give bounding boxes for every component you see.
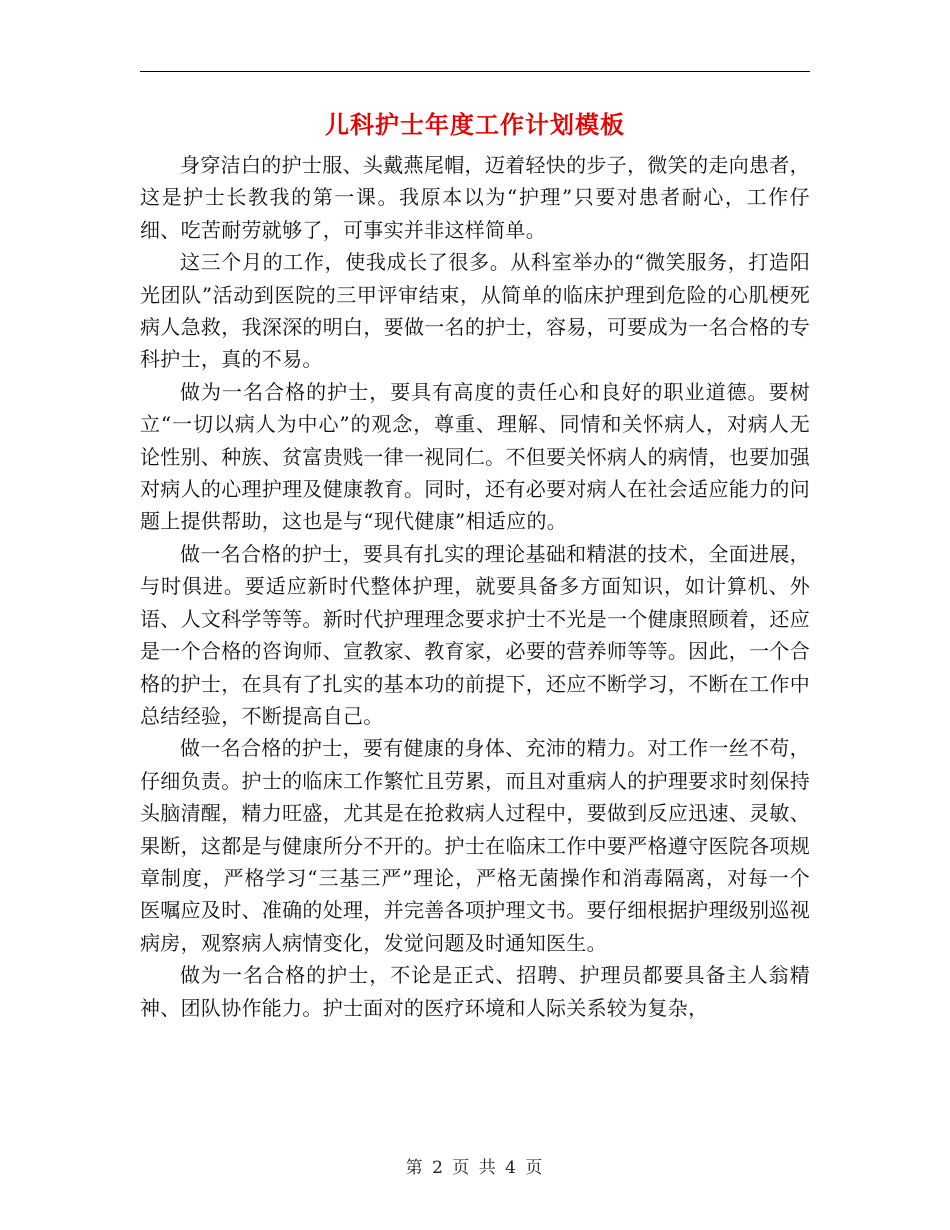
paragraph-1: 身穿洁白的护士服、头戴燕尾帽，迈着轻快的步子，微笑的走向患者，这是护士长教我的第一课。我原本以为“护理”只要对患者耐心，工作仔细、吃苦耐劳就够了，可事实并非这样简单。 xyxy=(140,153,810,242)
paragraph-4: 做一名合格的护士，要具有扎实的理论基础和精湛的技术，全面进展，与时俱进。要适应新时代整体护理，就要具备多方面知识，如计算机、外语、人文科学等等。新时代护理理念要求护士不光是一个健康照顾着，还应是一个合格的咨询师、宣教家、教育家，必要的营养师等等。因此，一个合格的护士，在具有了扎实的基本功的前提下，还应不断学习，不断在工作中总结经验，不断提高自己。 xyxy=(140,541,810,728)
document-body xyxy=(140,149,810,1024)
page-number-footer: 第 2 页 共 4 页 xyxy=(405,1158,545,1178)
paragraph-3: 做为一名合格的护士，要具有高度的责任心和良好的职业道德。要树立“一切以病人为中心”的观念，尊重、理解、同情和关怀病人，对病人无论性别、种族、贫富贵贱一律一视同仁。不但要关怀病人的病情，也要加强对病人的心理护理及健康教育。同时，还有必要对病人在社会适应能力的问题上提供帮助，这也是与“现代健康”相适应的。 xyxy=(140,379,810,534)
document-title: 儿科护士年度工作计划模板 xyxy=(325,110,625,139)
paragraph-6: 做为一名合格的护士，不论是正式、招聘、护理员都要具备主人翁精神、团队协作能力。护士面对的医疗环境和人际关系较为复杂， xyxy=(140,963,810,1020)
header-rule xyxy=(140,71,810,72)
paragraph-5: 做一名合格的护士，要有健康的身体、充沛的精力。对工作一丝不苟，仔细负责。护士的临床工作繁忙且劳累，而且对重病人的护理要求时刻保持头脑清醒，精力旺盛，尤其是在抢救病人过程中，要做到反应迅速、灵敏、果断，这都是与健康所分不开的。护士在临床工作中要严格遵守医院各项规章制度，严格学习“三基三严”理论，严格无菌操作和消毒隔离，对每一个医嘱应及时、准确的处理，并完善各项护理文书。要仔细根据护理级别巡视病房，观察病人病情变化，发觉问题及时通知医生。 xyxy=(140,736,810,955)
paragraph-2: 这三个月的工作，使我成长了很多。从科室举办的“微笑服务，打造阳光团队”活动到医院的三甲评审结束，从简单的临床护理到危险的心肌梗死病人急救，我深深的明白，要做一名的护士，容易，可要成为一名合格的专科护士，真的不易。 xyxy=(140,250,810,372)
